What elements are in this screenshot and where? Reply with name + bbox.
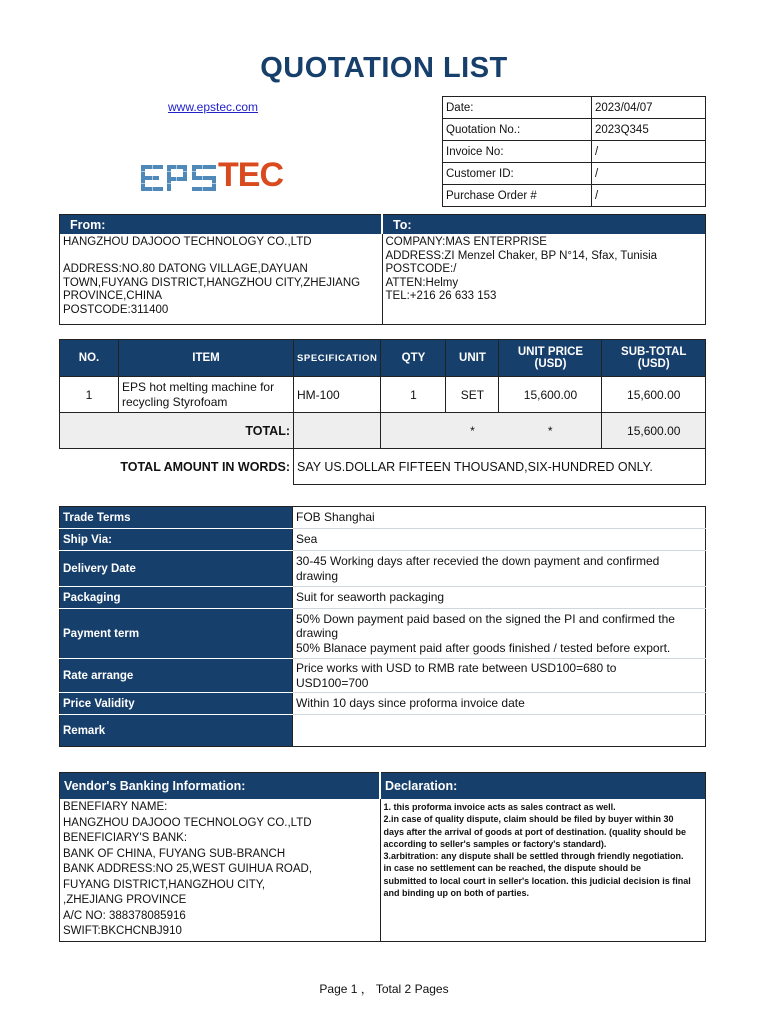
info-row	[443, 141, 706, 163]
total-words-row	[60, 449, 706, 485]
bank-header: Vendor's Banking Information:	[60, 773, 381, 800]
declaration-line: in case no settlement can be reached, the dispute should be	[383, 863, 642, 874]
info-value: /	[592, 185, 706, 207]
declaration-line: days after the arrival of goods at port of destination. (quality should be	[383, 826, 687, 837]
col-header-specification: SPECIFICATION	[294, 340, 381, 377]
declaration-header: Declaration:	[380, 773, 706, 800]
terms-label: Remark	[60, 715, 293, 747]
col-header-subtotal	[602, 340, 706, 377]
total-value: 15,600.00	[602, 413, 706, 449]
item-specification: HM-100	[294, 377, 381, 413]
from-line: HANGZHOU DAJOOO TECHNOLOGY CO.,LTD	[63, 236, 312, 248]
terms-value-line: FOB Shanghai	[296, 510, 375, 525]
from-line: TOWN,FUYANG DISTRICT,HANGZHOU CITY,ZHEJIANG	[63, 276, 361, 289]
declaration-text	[380, 799, 706, 941]
info-label: Purchase Order #	[443, 185, 592, 207]
total-label: TOTAL:	[60, 413, 294, 449]
document-info-table	[442, 96, 706, 207]
logo-tec-text: TEC	[218, 156, 283, 194]
item-qty: 1	[381, 377, 446, 413]
info-value: 2023/04/07	[592, 97, 706, 119]
terms-value	[293, 507, 706, 529]
terms-label: Packaging	[60, 587, 293, 609]
bank-line: BANK ADDRESS:NO 25,WEST GUIHUA ROAD,	[63, 863, 313, 875]
item-description-line2: recycling Styrofoam	[122, 394, 228, 409]
bank-info	[60, 799, 381, 941]
declaration-line: 2.in case of quality dispute, claim should be filed by buyer within 30	[383, 814, 674, 825]
info-label: Customer ID:	[443, 163, 592, 185]
terms-row	[60, 715, 706, 747]
bank-line: SWIFT:BKCHCNBJ910	[63, 925, 182, 937]
from-line: ADDRESS:NO.80 DATONG VILLAGE,DAYUAN	[63, 263, 308, 275]
terms-value	[293, 551, 706, 587]
info-row	[443, 119, 706, 141]
declaration-line: submitted to local court in seller's location. this judicial decision is final	[383, 875, 691, 886]
info-value: 2023Q345	[592, 119, 706, 141]
item-no: 1	[60, 377, 119, 413]
subtotal-header-line1: SUB-TOTAL	[621, 346, 687, 358]
terms-value	[293, 587, 706, 609]
to-line: TEL:+216 26 633 153	[385, 290, 497, 302]
terms-row	[60, 551, 706, 587]
table-row	[60, 377, 706, 413]
terms-row	[60, 529, 706, 551]
from-header: From:	[60, 215, 383, 235]
terms-value-line: Price works with USD to RMB rate between USD100=680 to	[296, 661, 617, 675]
subtotal-header-line2: (USD)	[637, 358, 670, 370]
unit-price-header-line1: UNIT PRICE	[517, 346, 584, 358]
bank-line: A/C NO: 388378085916	[63, 909, 186, 922]
info-value: /	[592, 141, 706, 163]
col-header-qty: QTY	[381, 340, 446, 377]
info-value: /	[592, 163, 706, 185]
items-table	[59, 339, 706, 485]
to-header: To:	[382, 215, 706, 235]
terms-value	[293, 693, 706, 715]
terms-label: Price Validity	[60, 693, 293, 715]
items-header-row	[60, 340, 706, 377]
terms-row	[60, 507, 706, 529]
page-footer: Page 1 ， Total 2 Pages	[319, 982, 449, 996]
info-row	[443, 163, 706, 185]
bank-line: HANGZHOU DAJOOO TECHNOLOGY CO.,LTD	[63, 816, 312, 829]
total-row	[60, 413, 706, 449]
terms-label: Trade Terms	[60, 507, 293, 529]
info-label: Date:	[443, 97, 592, 119]
bank-line: BANK OF CHINA, FUYANG SUB-BRANCH	[63, 847, 286, 860]
from-line	[63, 250, 379, 264]
terms-row	[60, 659, 706, 693]
item-unit-price: 15,600.00	[499, 377, 602, 413]
info-label: Invoice No:	[443, 141, 592, 163]
total-spec-cell	[294, 413, 381, 449]
declaration-line: 1. this proforma invoice acts as sales contract as well.	[383, 802, 616, 812]
from-address	[60, 234, 383, 324]
bank-line: BENEFICIARY'S BANK:	[63, 832, 188, 844]
from-to-table	[59, 214, 706, 325]
terms-value	[293, 609, 706, 659]
terms-row	[60, 693, 706, 715]
total-words-value: SAY US.DOLLAR FIFTEEN THOUSAND,SIX-HUNDRED ONLY.	[294, 449, 706, 485]
info-label: Quotation No.:	[443, 119, 592, 141]
item-description-line1: EPS hot melting machine for	[122, 379, 275, 394]
terms-value-line: 50% Down payment paid based on the signed the PI and confirmed the	[296, 611, 675, 626]
declaration-line: according to seller's samples or factory's standard).	[383, 838, 607, 849]
terms-row	[60, 587, 706, 609]
terms-value-line: Suit for seaworth packaging	[296, 590, 445, 605]
to-line: POSTCODE:/	[385, 263, 457, 275]
terms-table	[59, 506, 706, 747]
to-line: ADDRESS:ZI Menzel Chaker, BP N°14, Sfax, Tunisia	[385, 249, 658, 262]
terms-label: Rate arrange	[60, 659, 293, 693]
item-unit: SET	[446, 377, 499, 413]
terms-value-line: 30-45 Working days after recevied the down payment and confirmed	[296, 554, 660, 568]
terms-label: Delivery Date	[60, 551, 293, 587]
to-address	[382, 234, 706, 324]
terms-value	[293, 529, 706, 551]
terms-value	[293, 659, 706, 693]
unit-price-header-line2: (USD)	[534, 358, 567, 370]
total-qty-cell	[381, 413, 446, 449]
terms-label: Payment term	[60, 609, 293, 659]
bank-line: BENEFIARY NAME:	[63, 801, 168, 813]
bank-line: ,ZHEJIANG PROVINCE	[63, 894, 187, 906]
terms-value-line: 50% Blanace payment paid after goods finished / tested before export.	[296, 640, 671, 655]
total-unit-price-marker: *	[499, 413, 602, 449]
terms-label: Ship Via:	[60, 529, 293, 551]
col-header-unit: UNIT	[446, 340, 499, 377]
info-row	[443, 97, 706, 119]
terms-value	[293, 715, 706, 747]
to-line: COMPANY:MAS ENTERPRISE	[385, 236, 547, 248]
col-header-no: NO.	[60, 340, 119, 377]
bank-declaration-table	[59, 772, 706, 942]
declaration-line: and binding up on both of parties.	[383, 888, 529, 899]
terms-value-line: Sea	[296, 532, 318, 547]
terms-row	[60, 609, 706, 659]
from-line: PROVINCE,CHINA	[63, 290, 163, 302]
terms-value-line: drawing	[296, 626, 339, 641]
info-row	[443, 185, 706, 207]
declaration-line: 3.arbitration: any dispute shall be settled through friendly negotiation.	[383, 851, 684, 862]
total-words-label: TOTAL AMOUNT IN WORDS:	[60, 449, 294, 485]
col-header-unit-price	[499, 340, 602, 377]
to-line: ATTEN:Helmy	[385, 276, 459, 289]
total-unit-marker: *	[446, 413, 499, 449]
company-logo	[140, 156, 283, 195]
terms-value-line: USD100=700	[296, 675, 369, 690]
item-subtotal: 15,600.00	[602, 377, 706, 413]
from-line: POSTCODE:311400	[63, 303, 169, 316]
eps-logo-icon	[140, 161, 218, 195]
website-link[interactable]: www.epstec.com	[168, 100, 259, 114]
item-description	[119, 377, 294, 413]
terms-value-line: Within 10 days since proforma invoice date	[296, 696, 525, 711]
page-title: QUOTATION LIST	[260, 52, 508, 84]
terms-value-line: drawing	[296, 568, 339, 583]
bank-line: FUYANG DISTRICT,HANGZHOU CITY,	[63, 878, 266, 891]
col-header-item: ITEM	[119, 340, 294, 377]
